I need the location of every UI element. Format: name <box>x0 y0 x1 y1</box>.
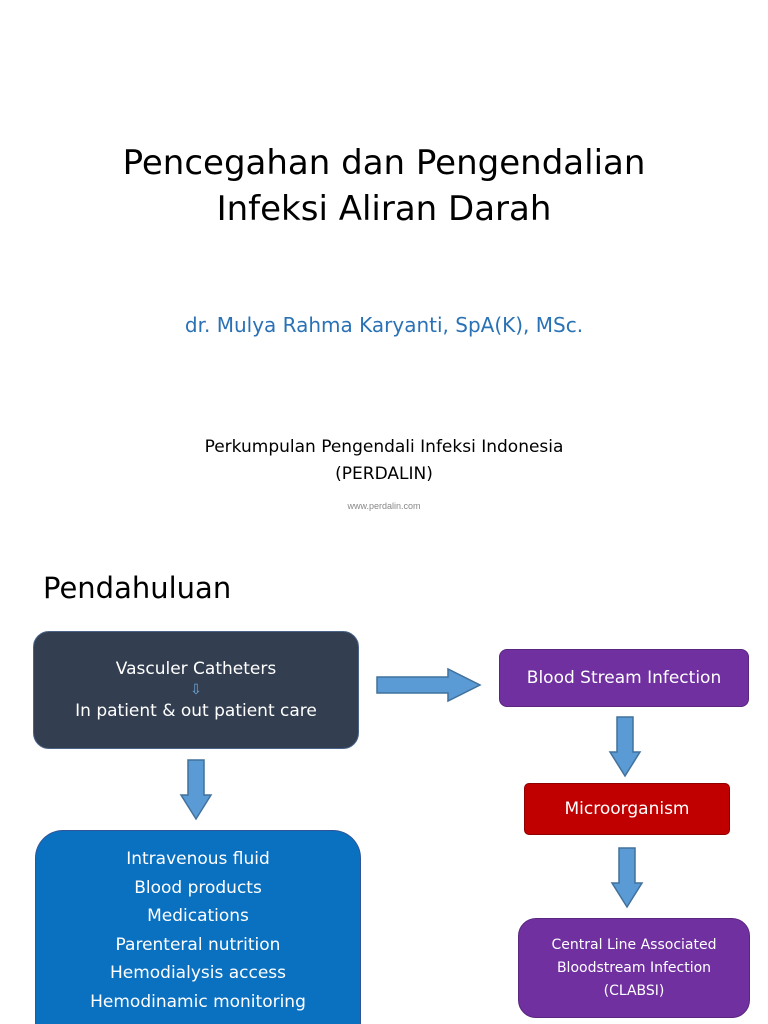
organization-acronym: (PERDALIN) <box>335 464 433 484</box>
clabsi-line-3: (CLABSI) <box>603 982 665 999</box>
catheter-care: In patient & out patient care <box>75 701 317 721</box>
list-item: Intravenous fluid <box>126 849 270 869</box>
right-arrow-icon <box>376 668 482 702</box>
organization-name: Perkumpulan Pengendali Infeksi Indonesia <box>204 437 564 457</box>
organization <box>0 434 768 488</box>
fluids-box <box>35 830 361 1024</box>
down-arrow-icon <box>611 847 643 909</box>
clabsi-box <box>518 918 750 1018</box>
bloodstream-infection-box <box>499 649 749 707</box>
clabsi-line-2: Bloodstream Infection <box>556 959 712 976</box>
website-url: www.perdalin.com <box>347 501 421 511</box>
down-arrow-icon: ⇩ <box>190 682 202 698</box>
microorganism-box <box>524 783 730 835</box>
list-item: Hemodialysis access <box>109 963 287 983</box>
catheter-title: Vasculer Catheters <box>115 659 277 679</box>
catheter-box <box>33 631 359 749</box>
down-arrow-icon <box>609 716 641 778</box>
bloodstream-infection-label: Blood Stream Infection <box>526 668 722 688</box>
list-item: Blood products <box>134 877 262 898</box>
author-name: dr. Mulya Rahma Karyanti, SpA(K), MSc. <box>184 313 584 337</box>
list-item: Hemodinamic monitoring <box>90 991 306 1012</box>
title-line-1: Pencegahan dan Pengendalian <box>122 143 646 183</box>
microorganism-label: Microorganism <box>564 799 690 819</box>
title-line-2: Infeksi Aliran Darah <box>216 189 552 229</box>
list-item: Parenteral nutrition <box>115 934 281 955</box>
list-item: Medications <box>147 906 249 926</box>
presentation-title <box>0 140 768 232</box>
clabsi-line-1: Central Line Associated <box>551 936 717 953</box>
down-arrow-icon <box>180 759 212 821</box>
slide-heading: Pendahuluan <box>43 571 232 605</box>
